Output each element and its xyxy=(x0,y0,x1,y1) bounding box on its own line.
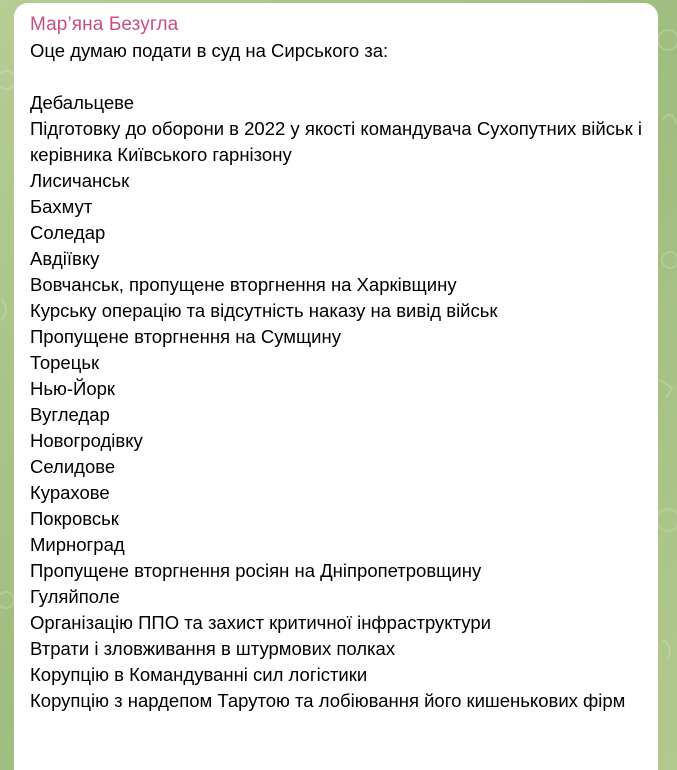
message-line: Бахмут xyxy=(30,196,93,217)
message-line: Корупцію з нардепом Тарутою та лобіювання його кишенькових фірм xyxy=(30,690,626,711)
message-line: Організацію ППО та захист критичної інфраструктури xyxy=(30,612,491,633)
message-line: Торецьк xyxy=(30,352,100,373)
message-line: Підготовку до оборони в 2022 у якості командувача Сухопутних військ і керівника Київського гарнізону xyxy=(30,118,642,165)
message-line: Втрати і зловживання в штурмових полках xyxy=(30,638,396,659)
message-line: Курахове xyxy=(30,482,110,503)
message-line: Лисичанськ xyxy=(30,170,130,191)
message-line: Корупцію в Командуванні сил логістики xyxy=(30,664,368,685)
sender-name[interactable]: Мар’яна Безугла xyxy=(30,14,179,35)
message-line: Пропущене вторгнення на Сумщину xyxy=(30,326,341,347)
message-line: Соледар xyxy=(30,222,106,243)
message-line: Гуляйполе xyxy=(30,586,120,607)
message-text xyxy=(30,38,642,714)
message-line: Дебальцеве xyxy=(30,92,135,113)
message-line: Пропущене вторгнення росіян на Дніпропетровщину xyxy=(30,560,482,581)
message-intro: Оце думаю подати в суд на Сирського за: xyxy=(30,40,389,61)
message-line: Вовчанськ, пропущене вторгнення на Харківщину xyxy=(30,274,457,295)
message-line: Селидове xyxy=(30,456,116,477)
message-line: Курську операцію та відсутність наказу на вивід військ xyxy=(30,300,498,321)
message-line: Мирноград xyxy=(30,534,125,555)
message-line: Авдіївку xyxy=(30,248,100,269)
message-line: Вугледар xyxy=(30,404,110,425)
message-line: Новогродівку xyxy=(30,430,143,451)
message-bubble[interactable] xyxy=(14,3,658,770)
message-line: Нью-Йорк xyxy=(30,378,116,399)
blank-line xyxy=(30,64,642,90)
message-list xyxy=(30,90,642,714)
message-line: Покровськ xyxy=(30,508,119,529)
